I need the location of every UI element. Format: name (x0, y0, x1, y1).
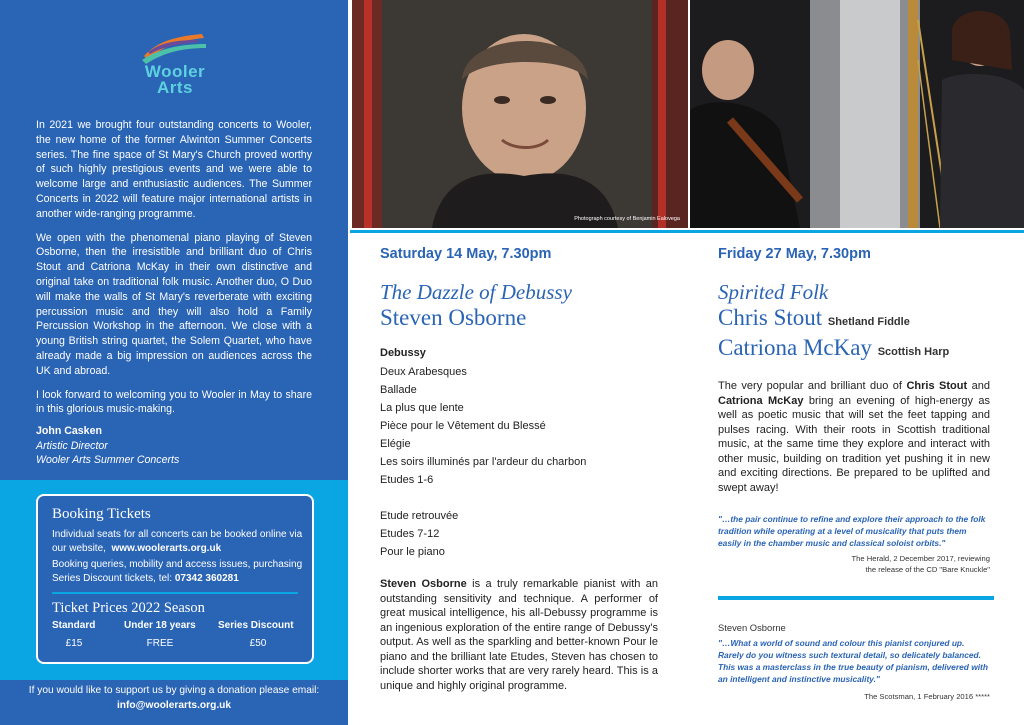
intro-paragraph-1: In 2021 we brought four outstanding concerts to Wooler, the new home of the former Alwinton Summer Concerts series. The fine space of St Mary's Church proved worthy of such highly prestigious events and we were able to welcome large and enthusiastic audiences. The Summer Concerts in 2022 will feature major international artists in another wide-ranging programme. (36, 119, 312, 220)
booking-divider (52, 592, 298, 594)
signature-role: Artistic Director (36, 439, 108, 452)
left-panel (0, 0, 348, 725)
price-value-under18: FREE (146, 638, 174, 649)
concert-2-quote: "…the pair continue to refine and explore their approach to the folk tradition while operating at a level of musicality that puts them easily in the chamber music and classical soloist orbits." (718, 514, 986, 548)
programme-item: Deux Arabesques (380, 366, 467, 378)
review-quote: "…What a world of sound and colour this pianist conjured up. Rarely do you witness such textural detail, so delicately balanced. This was a masterclass in the true beauty of pianism, delivered with an intelligent and instinctive musicality." (718, 638, 988, 684)
programme-item: Ballade (380, 384, 417, 396)
programme-item: Elégie (380, 438, 411, 450)
intro-paragraph-2: We open with the phenomenal piano playing of Steven Osborne, then the irresistible and brilliant duo of Chris Stout and Catriona McKay in their own distinctive and original take on traditional folk music. Another duo, O Duo will make the walls of St Mary's reverberate with exciting percussion music and they will also hold a Family Percussion Workshop in the afternoon. We close with a young British string quartet, the Solem Quartet, who have already made a big impression on audiences across the UK and abroad. (36, 231, 312, 377)
concert-1-programme (380, 363, 658, 561)
programme-item: Les soirs illuminés par l'ardeur du charbon (380, 456, 587, 468)
top-divider (350, 230, 1024, 233)
portrait-image (352, 0, 688, 228)
price-label-under18: Under 18 years (124, 620, 196, 631)
review-steven-osborne (718, 622, 990, 702)
programme-item: La plus que lente (380, 402, 464, 414)
concert-1-performer: Steven Osborne (380, 305, 527, 330)
ticket-prices-title: Ticket Prices 2022 Season (52, 600, 205, 616)
programme-item: Pièce pour le Vêtement du Blessé (380, 420, 546, 432)
booking-online-text: Individual seats for all concerts can be booked online via our website, www.woolerarts.org.uk (52, 529, 303, 554)
intro-paragraph-3: I look forward to welcoming you to Wooler in May to share in this glorious music-making. (36, 388, 312, 416)
signature (36, 424, 312, 468)
concert-1 (380, 246, 658, 693)
booking-title: Booking Tickets (52, 506, 151, 522)
phone-number[interactable]: 07342 360281 (174, 572, 239, 584)
price-label-series: Series Discount (218, 620, 294, 631)
photo-credit: Photograph courtesy of Benjamin Ealovega (574, 216, 680, 222)
signature-org: Wooler Arts Summer Concerts (36, 454, 180, 467)
concert-2-performer-2: Catriona McKay Scottish Harp (718, 335, 950, 360)
concert-1-composer: Debussy (380, 347, 426, 359)
booking-queries-text: Booking queries, mobility and access issues, purchasing Series Discount tickets, tel: 07342 360281 (52, 559, 303, 584)
concert-1-date: Saturday 14 May, 7.30pm (380, 246, 552, 262)
photo-stout-mckay (690, 0, 1024, 228)
concert-1-description: Steven Osborne is a truly remarkable pianist with an outstanding sensitivity and technique. A performer of great musical intelligence, his all-Debussy programme is an ingenious exploration of the entire range of Debussy's output. As well as the sparkling and better-known Pour le piano and the brilliant late Etudes, Steven has chosen to include shorter works that are very rarely heard. This is a unique and highly original programme. (380, 578, 659, 692)
concert-2-title: Spirited Folk (718, 280, 829, 304)
review-divider (718, 596, 994, 600)
programme-item: Etudes 1-6 (380, 474, 434, 486)
concert-2 (718, 246, 990, 575)
intro-text (36, 118, 312, 468)
logo-word: Wooler Arts (144, 62, 206, 97)
booking-box (36, 494, 314, 664)
concert-2-description: The very popular and brilliant duo of Chris Stout and Catriona McKay bring an evening of high-energy as well as poetic music that will set the feet tapping and pulses racing. With their roots in Scottish traditional music, at the same time they explore and interact with other music, building on tradition yet pushing it in new and exciting directions. Be prepared to be uplifted and swept away! (718, 380, 990, 494)
donation-email[interactable]: info@woolerarts.org.uk (116, 699, 232, 711)
programme-item: Pour le piano (380, 546, 445, 558)
concert-2-date: Friday 27 May, 7.30pm (718, 246, 871, 262)
signature-name: John Casken (36, 425, 102, 438)
donation-note: If you would like to support us by giving a donation please email: info@woolerarts.org.uk (28, 685, 320, 711)
review-label: Steven Osborne (718, 622, 786, 633)
brush-swash-icon (138, 30, 208, 64)
website-link[interactable]: www.woolerarts.org.uk (111, 542, 222, 554)
wooler-arts-logo (130, 28, 220, 100)
price-value-series: £50 (249, 638, 267, 649)
concert-2-quote-source: The Herald, 2 December 2017, reviewing the release of the CD "Bare Knuckle" (851, 554, 990, 574)
concert-1-title: The Dazzle of Debussy (380, 280, 572, 304)
price-label-standard: Standard (52, 620, 96, 631)
photo-steven-osborne (352, 0, 688, 228)
programme-item: Etude retrouvée (380, 510, 459, 522)
price-value-standard: £15 (65, 638, 83, 649)
review-source: The Scotsman, 1 February 2016 ***** (864, 692, 990, 701)
programme-item: Etudes 7-12 (380, 528, 440, 540)
concert-2-performer-1: Chris Stout Shetland Fiddle (718, 305, 910, 330)
duo-image (690, 0, 1024, 228)
